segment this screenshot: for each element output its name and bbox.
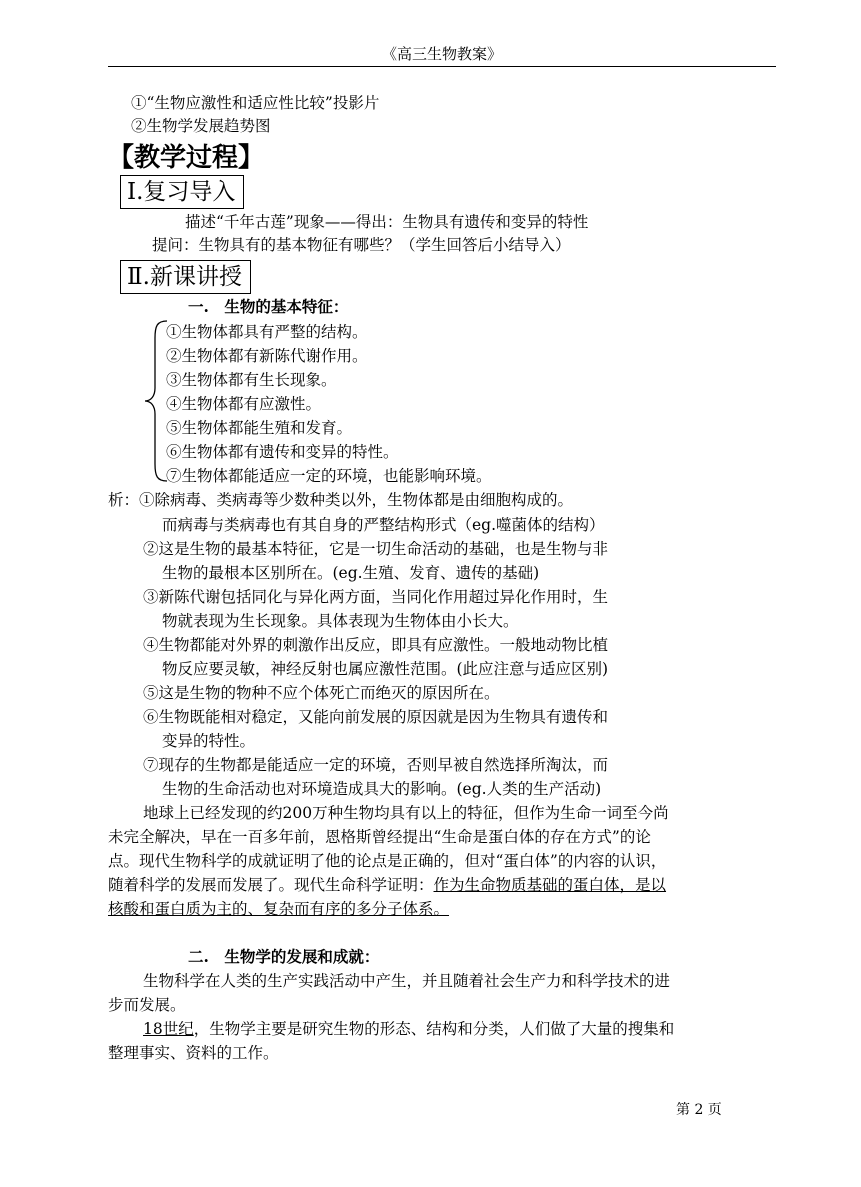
paragraph3-text: ，生物学主要是研究生物的形态、结构和分类，人们做了大量的搜集和 bbox=[193, 1020, 675, 1038]
header-rule bbox=[108, 66, 776, 67]
page-number: 第 2 页 bbox=[676, 1102, 722, 1118]
paragraph2-line-2: 步而发展。 bbox=[108, 996, 186, 1014]
review-line-1: 描述“千年古莲”现象——得出：生物具有遗传和变异的特性 bbox=[185, 213, 589, 231]
analysis-line-7: ④生物都能对外界的刺激作出反应，即具有应激性。一般地动物比植 bbox=[143, 636, 609, 654]
paragraph-line-4 bbox=[108, 874, 666, 896]
analysis-line-13: 生物的生命活动也对环境造成具大的影响。(eg.人类的生产活动) bbox=[162, 780, 602, 798]
analysis-line-10: ⑥生物既能相对稳定，又能向前发展的原因就是因为生物具有遗传和 bbox=[143, 708, 609, 726]
feature-item-2: ②生物体都有新陈代谢作用。 bbox=[166, 347, 368, 365]
analysis-line-3: ②这是生物的最基本特征，它是一切生命活动的基础，也是生物与非 bbox=[143, 540, 609, 558]
analysis-line-6: 物就表现为生长现象。具体表现为生物体由小长大。 bbox=[162, 612, 519, 630]
feature-item-7: ⑦生物体都能适应一定的环境，也能影响环境。 bbox=[166, 467, 492, 485]
analysis-line-5: ③新陈代谢包括同化与异化两方面，当同化作用超过异化作用时，生 bbox=[143, 588, 609, 606]
subheading-basic-features: 一. 生物的基本特征： bbox=[188, 297, 349, 316]
analysis-line-1: 析：①除病毒、类病毒等少数种类以外，生物体都是由细胞构成的。 bbox=[108, 491, 574, 509]
subheading-development: 二. 生物学的发展和成就： bbox=[188, 947, 380, 966]
feature-item-6: ⑥生物体都有遗传和变异的特性。 bbox=[166, 443, 399, 461]
material-item-1: ①“生物应激性和适应性比较”投影片 bbox=[131, 94, 380, 112]
feature-item-3: ③生物体都有生长现象。 bbox=[166, 371, 337, 389]
review-heading: Ⅰ.复习导入 bbox=[120, 175, 244, 209]
paragraph-line-4-text: 随着科学的发展而发展了。现代生命科学证明： bbox=[108, 876, 434, 894]
new-lesson-heading: Ⅱ.新课讲授 bbox=[120, 260, 251, 294]
analysis-line-12: ⑦现存的生物都是能适应一定的环境，否则早被自然选择所淘汰，而 bbox=[143, 756, 609, 774]
paragraph-line-3: 点。现代生物科学的成就证明了他的论点是正确的，但对“蛋白体”的内容的认识， bbox=[108, 852, 667, 870]
analysis-line-2: 而病毒与类病毒也有其自身的严整结构形式（eg.噬菌体的结构） bbox=[162, 516, 605, 534]
analysis-line-11: 变异的特性。 bbox=[162, 732, 256, 750]
paragraph2-line-1: 生物科学在人类的生产实践活动中产生，并且随着社会生产力和科学技术的进 bbox=[143, 972, 671, 990]
underlined-conclusion-2: 核酸和蛋白质为主的、复杂而有序的多分子体系。 bbox=[108, 900, 450, 918]
feature-item-4: ④生物体都有应激性。 bbox=[166, 395, 322, 413]
analysis-line-4: 生物的最根本区别所在。(eg.生殖、发育、遗传的基础) bbox=[162, 564, 540, 582]
feature-item-1: ①生物体都具有严整的结构。 bbox=[166, 323, 368, 341]
paragraph-line-2: 未完全解决，早在一百多年前，恩格斯曾经提出“生命是蛋白体的存在方式”的论 bbox=[108, 828, 651, 846]
analysis-line-8: 物反应要灵敏，神经反射也属应激性范围。(此应注意与适应区别) bbox=[162, 660, 609, 678]
paragraph-line-1: 地球上已经发现的约200万种生物均具有以上的特征，但作为生命一词至今尚 bbox=[143, 804, 669, 822]
feature-item-5: ⑤生物体都能生殖和发育。 bbox=[166, 419, 353, 437]
material-item-2: ②生物学发展趋势图 bbox=[131, 117, 271, 135]
century-label: 18世纪 bbox=[143, 1020, 194, 1038]
paragraph3-line-1 bbox=[143, 1018, 674, 1040]
review-line-2: 提问：生物具有的基本物征有哪些？（学生回答后小结导入） bbox=[152, 236, 571, 254]
underlined-conclusion: 作为生命物质基础的蛋白体，是以 bbox=[433, 876, 667, 894]
paragraph3-line-2: 整理事实、资料的工作。 bbox=[108, 1044, 279, 1062]
header-title: 《高三生物教案》 bbox=[381, 45, 502, 63]
analysis-line-9: ⑤这是生物的物种不应个体死亡而绝灭的原因所在。 bbox=[143, 684, 500, 702]
section-title: 【教学过程】 bbox=[108, 143, 265, 173]
